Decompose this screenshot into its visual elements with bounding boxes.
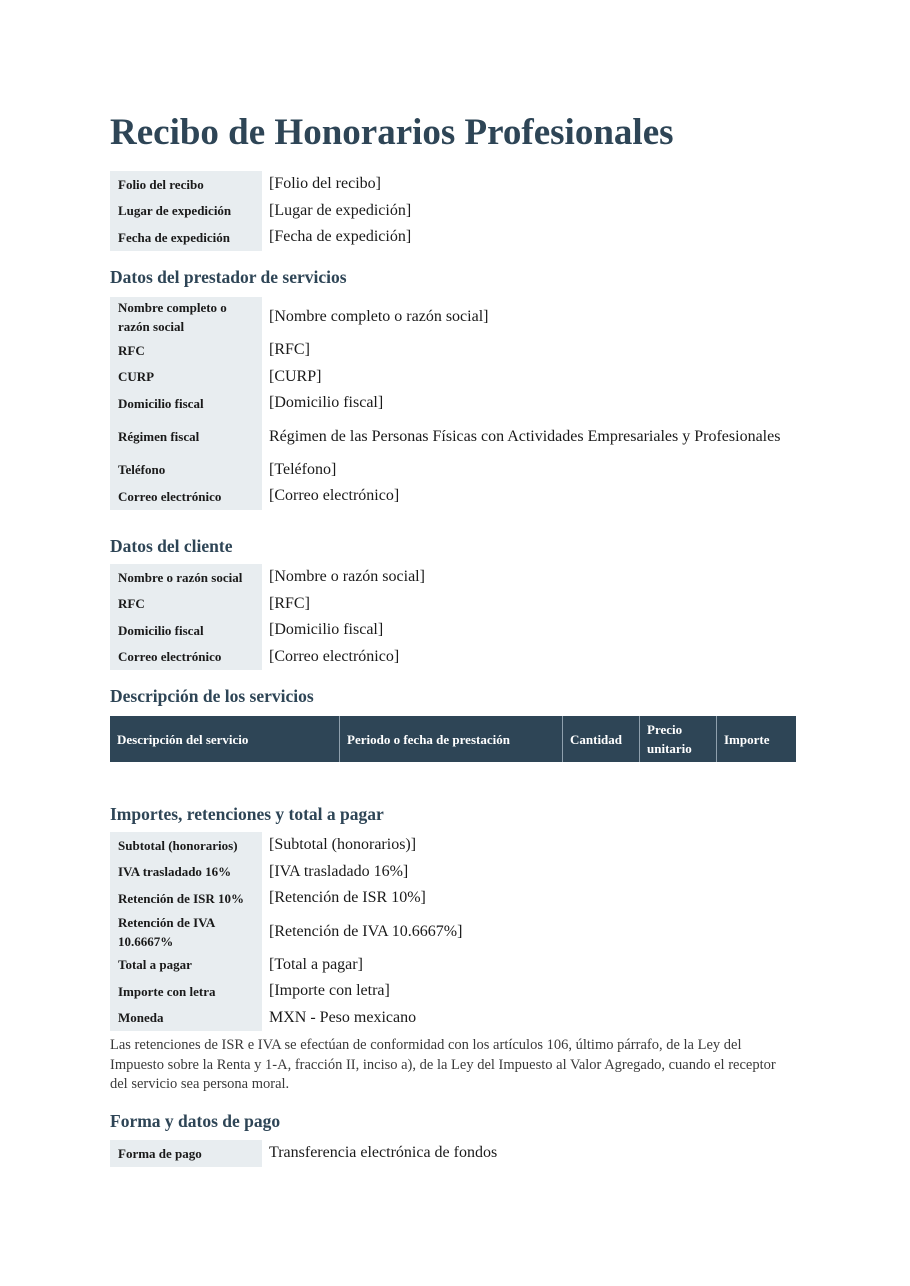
- table-row: [110, 1005, 796, 1032]
- table-row: [110, 564, 796, 591]
- table-row: [110, 297, 796, 337]
- section-heading-payment: Forma y datos de pago: [110, 1111, 281, 1131]
- services-table: [110, 716, 796, 762]
- section-heading-provider: Datos del prestador de servicios: [110, 267, 347, 287]
- field-value: [RFC]: [269, 341, 310, 359]
- client-table: [110, 564, 796, 670]
- field-label: Retención de IVA 10.6667%: [110, 912, 262, 952]
- table-row: [110, 591, 796, 618]
- table-row: [110, 832, 796, 859]
- table-row: [110, 859, 796, 886]
- field-label: Nombre o razón social: [110, 564, 262, 591]
- field-label: RFC: [110, 337, 262, 364]
- field-value: [Subtotal (honorarios)]: [269, 836, 417, 854]
- field-label: Total a pagar: [110, 952, 262, 979]
- table-row: [110, 1140, 796, 1167]
- field-label: Retención de ISR 10%: [110, 885, 262, 912]
- field-label: Forma de pago: [110, 1140, 262, 1167]
- field-label: Fecha de expedición: [110, 224, 262, 251]
- field-value: [Nombre o razón social]: [269, 568, 425, 586]
- field-label: Moneda: [110, 1005, 262, 1032]
- field-value: [Correo electrónico]: [269, 487, 400, 505]
- field-label: CURP: [110, 364, 262, 391]
- field-value: [Retención de IVA 10.6667%]: [269, 922, 463, 940]
- field-label: RFC: [110, 591, 262, 618]
- field-value: [Lugar de expedición]: [269, 201, 412, 219]
- field-value: [IVA trasladado 16%]: [269, 862, 409, 880]
- table-row: [110, 171, 796, 198]
- field-value: [Nombre completo o razón social]: [269, 308, 489, 325]
- field-label: Régimen fiscal: [110, 417, 262, 457]
- field-value: [Teléfono]: [269, 460, 337, 478]
- field-label: Domicilio fiscal: [110, 617, 262, 644]
- section-heading-services: Descripción de los servicios: [110, 686, 314, 706]
- column-header: Descripción del servicio: [110, 716, 340, 762]
- field-value: [Folio del recibo]: [269, 175, 381, 193]
- table-row: [110, 198, 796, 225]
- field-value: [CURP]: [269, 367, 322, 385]
- column-header: Cantidad: [563, 716, 640, 762]
- field-label: Domicilio fiscal: [110, 390, 262, 417]
- field-label: Nombre completo o razón social: [110, 297, 262, 337]
- field-value: MXN - Peso mexicano: [269, 1008, 417, 1026]
- page-title: Recibo de Honorarios Profesionales: [110, 112, 674, 153]
- field-value: Régimen de las Personas Físicas con Actividades Empresariales y Profesionales: [269, 427, 781, 445]
- field-value: [Importe con letra]: [269, 982, 390, 1000]
- services-header-row: [110, 716, 796, 762]
- field-value: [Fecha de expedición]: [269, 228, 412, 246]
- field-value: [RFC]: [269, 594, 310, 612]
- column-header: Periodo o fecha de prestación: [340, 716, 563, 762]
- section-heading-client: Datos del cliente: [110, 536, 233, 556]
- retention-note: Las retenciones de ISR e IVA se efectúan de conformidad con los artículos 106, último párrafo, de la Ley del Impuesto sobre la Renta y 1-A, fracción II, inciso a), de la Ley del Impuesto al Valor Agregado, cuando el receptor del servicio sea persona moral.: [110, 1037, 776, 1092]
- table-row: [110, 417, 796, 457]
- table-row: [110, 644, 796, 671]
- table-row: [110, 457, 796, 484]
- field-label: Teléfono: [110, 457, 262, 484]
- column-header: Precio unitario: [640, 716, 717, 762]
- provider-table: [110, 297, 796, 510]
- table-row: [110, 885, 796, 912]
- field-label: Lugar de expedición: [110, 198, 262, 225]
- table-row: [110, 364, 796, 391]
- column-header: Importe: [717, 716, 797, 762]
- field-label: Folio del recibo: [110, 171, 262, 198]
- field-label: Subtotal (honorarios): [110, 832, 262, 859]
- field-value: [Retención de ISR 10%]: [269, 889, 426, 907]
- table-row: [110, 337, 796, 364]
- field-label: Correo electrónico: [110, 644, 262, 671]
- table-row: [110, 390, 796, 417]
- field-value: [Total a pagar]: [269, 955, 363, 973]
- table-row: [110, 912, 796, 952]
- amounts-table: [110, 832, 796, 1031]
- field-value: [Domicilio fiscal]: [269, 394, 384, 412]
- field-value: [Correo electrónico]: [269, 647, 400, 665]
- table-row: [110, 978, 796, 1005]
- section-heading-amounts: Importes, retenciones y total a pagar: [110, 804, 384, 824]
- field-label: Correo electrónico: [110, 483, 262, 510]
- field-label: IVA trasladado 16%: [110, 859, 262, 886]
- field-value: [Domicilio fiscal]: [269, 621, 384, 639]
- table-row: [110, 224, 796, 251]
- table-row: [110, 483, 796, 510]
- field-value: Transferencia electrónica de fondos: [269, 1144, 498, 1162]
- table-row: [110, 952, 796, 979]
- field-label: Importe con letra: [110, 978, 262, 1005]
- payment-table: [110, 1140, 796, 1167]
- receipt-header-table: [110, 171, 796, 251]
- table-row: [110, 617, 796, 644]
